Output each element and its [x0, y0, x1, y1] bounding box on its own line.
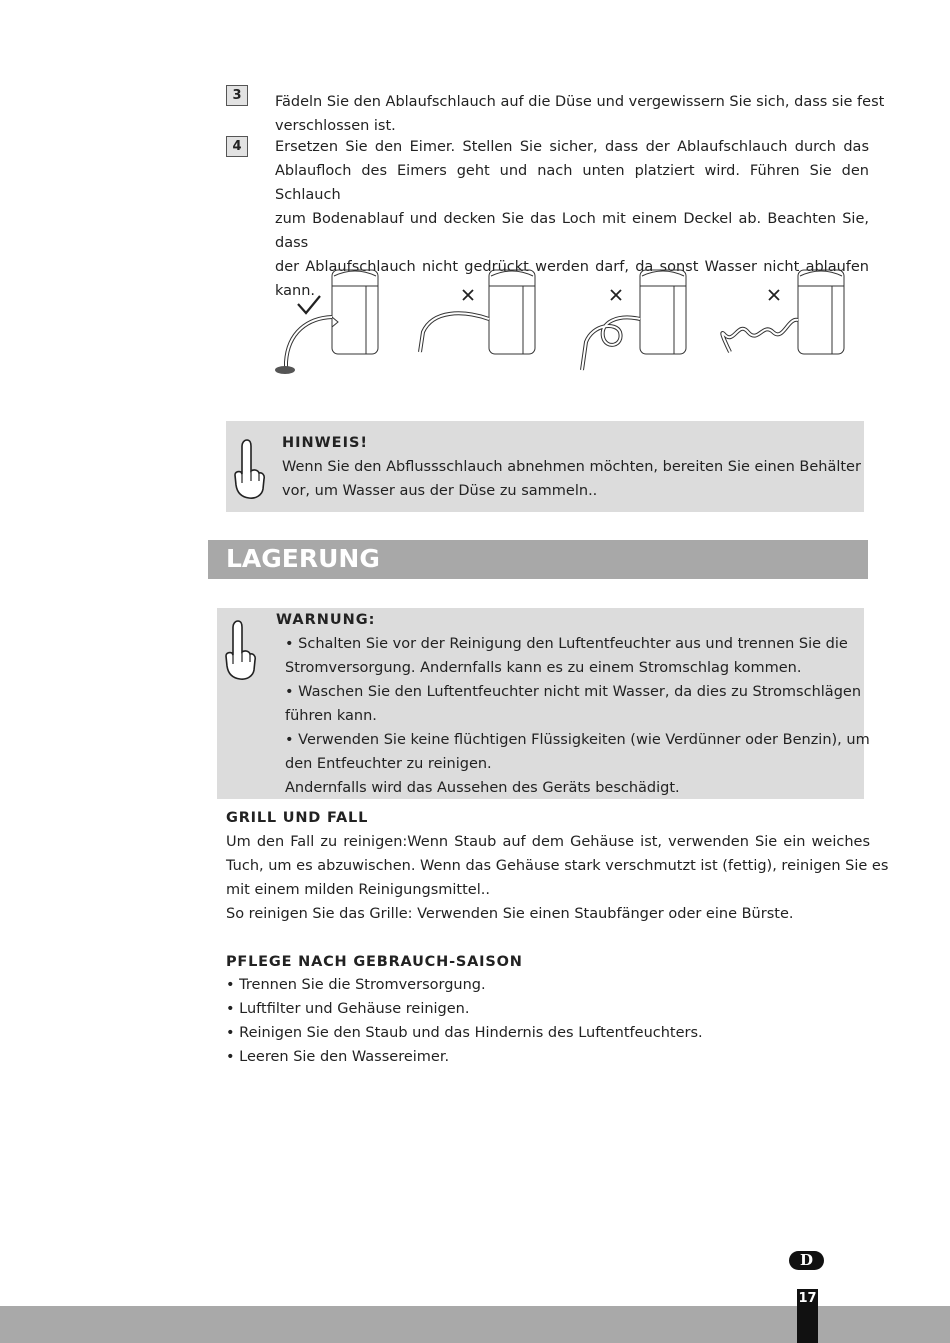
note-title: HINWEIS!	[282, 435, 369, 451]
hose-wrong-figure-2	[582, 270, 686, 370]
warning-text	[285, 632, 870, 800]
page-number: 17	[798, 1291, 817, 1306]
note-line: Wenn Sie den Abflussschlauch abnehmen möchten, bereiten Sie einen Behälter	[282, 459, 861, 475]
grill-line: So reinigen Sie das Grille: Verwenden Sie einen Staubfänger oder eine Bürste.	[226, 906, 794, 922]
section-header-lagerung	[208, 540, 868, 579]
step-number-4: 4	[226, 136, 248, 157]
hose-correct-figure	[275, 270, 378, 374]
cross-icon	[611, 290, 621, 300]
grill-line: Tuch, um es abzuwischen. Wenn das Gehäuse stark verschmutzt ist (fettig), reinigen Sie es	[226, 858, 889, 874]
warning-line: den Entfeuchter zu reinigen.	[285, 756, 492, 772]
section-title: LAGERUNG	[226, 544, 380, 573]
care-list-item: • Luftfilter und Gehäuse reinigen.	[226, 1001, 470, 1017]
pointing-hand-icon	[223, 618, 257, 682]
hose-wrong-figure-3	[722, 270, 844, 354]
care-list-item: • Trennen Sie die Stromversorgung.	[226, 977, 486, 993]
grill-text	[226, 830, 889, 926]
warning-title: WARNUNG:	[276, 612, 376, 628]
step-4-line: der Ablaufschlauch nicht gedrückt werden darf, da sonst Wasser nicht ablaufen	[275, 259, 869, 275]
care-list-item: • Leeren Sie den Wassereimer.	[226, 1049, 450, 1065]
warning-line: • Schalten Sie vor der Reinigung den Luftentfeuchter aus und trennen Sie die	[285, 636, 848, 652]
care-heading: PFLEGE NACH GEBRAUCH-SAISON	[226, 954, 523, 970]
step-4-line: zum Bodenablauf und decken Sie das Loch mit einem Deckel ab. Beachten Sie, dass	[275, 211, 869, 251]
note-line: vor, um Wasser aus der Düse zu sammeln..	[282, 483, 598, 499]
grill-heading: GRILL UND FALL	[226, 810, 369, 826]
step-4-line: Ersetzen Sie den Eimer. Stellen Sie sicher, dass der Ablaufschlauch durch das	[275, 139, 869, 155]
grill-line: mit einem milden Reinigungsmittel..	[226, 882, 490, 898]
warning-line: • Waschen Sie den Luftentfeuchter nicht mit Wasser, da dies zu Stromschlägen	[285, 684, 862, 700]
warning-line: führen kann.	[285, 708, 377, 724]
pointing-hand-icon	[232, 437, 266, 501]
note-box	[226, 421, 864, 512]
step-3-line: verschlossen ist.	[275, 118, 396, 134]
hose-wrong-figure-1	[420, 270, 535, 354]
warning-line: Stromversorgung. Andernfalls kann es zu einem Stromschlag kommen.	[285, 660, 802, 676]
note-text	[282, 455, 861, 503]
step-4-line: Ablaufloch des Eimers geht und nach unten platziert wird. Führen Sie den Schlauch	[275, 163, 869, 203]
drain-hose-illustration	[268, 262, 870, 382]
warning-box	[217, 608, 870, 799]
cross-icon	[463, 290, 473, 300]
step-3-text	[275, 90, 885, 138]
check-icon	[298, 296, 320, 313]
warning-line: Andernfalls wird das Aussehen des Geräts beschädigt.	[285, 780, 680, 796]
care-list-item: • Reinigen Sie den Staub und das Hindernis des Luftentfeuchters.	[226, 1025, 703, 1041]
step-3-line: Fädeln Sie den Ablaufschlauch auf die Düse und vergewissern Sie sich, dass sie fest	[275, 94, 885, 110]
cross-icon	[769, 290, 779, 300]
care-list	[226, 973, 870, 1069]
grill-line: Um den Fall zu reinigen:Wenn Staub auf dem Gehäuse ist, verwenden Sie ein weiches	[226, 834, 870, 850]
step-4-line: kann.	[275, 283, 316, 299]
warning-line: • Verwenden Sie keine flüchtigen Flüssigkeiten (wie Verdünner oder Benzin), um	[285, 732, 870, 748]
language-badge: D	[789, 1251, 824, 1270]
step-number-3: 3	[226, 85, 248, 106]
